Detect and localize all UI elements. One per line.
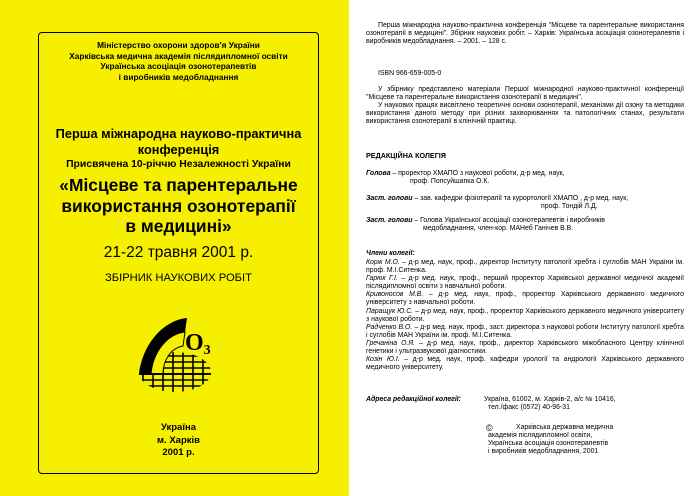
member-name: Радченко В.О. bbox=[366, 323, 413, 331]
board-title: РЕДАКЦІЙНА КОЛЕГІЯ bbox=[366, 151, 446, 160]
imprint-year: 2001 р. bbox=[162, 447, 195, 458]
imprint-city: м. Харків bbox=[157, 434, 200, 446]
member-text: – д-р мед. наук, проф. кафедри урології та андрології Харківського державного медичного університету. bbox=[366, 356, 684, 372]
description-para2: У наукових працях висвітлено теоретичні основи озонотерапії, механізми дії озону та методики використання даного методу при різних захворюваннях та патологічних станах, результати використання озонотерапії в клінічній практиці. bbox=[366, 102, 684, 126]
dedication: Присвячена 10-річчю Незалежності України bbox=[66, 159, 291, 170]
board-head bbox=[366, 170, 684, 186]
head-name: проф. Попсуйшапка О.К. bbox=[410, 178, 490, 186]
copyright-line2: академія післядипломної освіти, bbox=[488, 432, 593, 440]
member-text: – д-р мед. наук, проф., директор Інституту патології хребта і суглобів МАН України ім. проф. М.І.Ситенка. bbox=[366, 259, 684, 275]
member-item bbox=[366, 340, 684, 356]
org-association: Українська асоціація озонотерапевтів bbox=[100, 61, 257, 72]
member-name: Кривоносов М.В. bbox=[366, 291, 424, 299]
org-academy: Харківська медична академія післядипломної освіти bbox=[69, 50, 288, 61]
deputy2-label: Заст. голови bbox=[366, 217, 413, 224]
cover-imprint bbox=[38, 422, 319, 460]
logo-o3-text: O3 bbox=[185, 330, 211, 358]
deputy2-name: медобладнання, член-кор. МАНеб Ганічев В.В. bbox=[423, 225, 574, 233]
copyright-line3: Українська асоціація озонотерапевтів bbox=[488, 440, 609, 448]
member-item bbox=[366, 324, 684, 340]
conference-date: 21-22 травня 2001 р. bbox=[103, 244, 254, 261]
member-item bbox=[366, 275, 684, 291]
collection-label: ЗБІРНИК НАУКОВИХ РОБІТ bbox=[105, 272, 252, 284]
copyright-block bbox=[366, 424, 684, 456]
member-text: – д-р мед. наук, проф., заст. директора з наукової роботи Інституту патології хребта і суглобів МАН України ім. проф. М.І.Ситенка. bbox=[366, 323, 684, 339]
imprint-country: Україна bbox=[160, 422, 197, 433]
member-item bbox=[366, 259, 684, 275]
isbn: ISBN 966-659-005-0 bbox=[378, 70, 442, 77]
title-line1: «Місцеве та парентеральне bbox=[59, 175, 298, 195]
member-item bbox=[366, 291, 684, 307]
members-title: Члени колегії: bbox=[366, 250, 415, 257]
board-deputy2 bbox=[366, 217, 684, 233]
member-name: Паращук Ю.С. bbox=[366, 307, 414, 315]
cover-title bbox=[38, 175, 319, 237]
conference-line2: конференція bbox=[137, 142, 220, 157]
address-label: Адреса редакційної колегії: bbox=[366, 396, 461, 403]
member-text: – д-р мед. наук, проф., проректор Харківського державного медичного університету з наукової роботи. bbox=[366, 307, 684, 323]
member-name: Гречаніна О.Я. bbox=[366, 339, 415, 347]
member-text: – д-р мед. наук, проф., проректор Харківського державного медичного університету з навчальної роботи. bbox=[366, 291, 684, 307]
copyright-line4: і виробників медобладнання, 2001 bbox=[488, 448, 599, 456]
member-text: – д-р мед. наук, проф., директор Харківського міжобласного Центру клінічної генетики і ультразвукової діагностики. bbox=[366, 339, 684, 356]
address-line1: Україна, 61002, м. Харків-2, а/с № 10416, bbox=[484, 396, 616, 403]
deputy2-text: – Голова Української асоціації озонотерапевтів і виробників bbox=[412, 217, 605, 224]
cover-organizations bbox=[38, 40, 319, 82]
members-list bbox=[366, 259, 684, 372]
member-item bbox=[366, 308, 684, 324]
member-name: Козін Ю.І. bbox=[366, 356, 400, 364]
member-text: – д-р мед. наук, проф., перший проректор Харківської державної медичної академії післядипломної освіти з навчальної роботи. bbox=[366, 275, 684, 291]
member-name: Гарюк Г.І. bbox=[366, 275, 398, 283]
member-name: Корж М.О. bbox=[366, 259, 400, 266]
editorial-address bbox=[366, 396, 684, 412]
ozone-logo bbox=[125, 312, 235, 417]
member-item bbox=[366, 356, 684, 372]
conference-heading bbox=[38, 126, 319, 171]
conference-line1: Перша міжнародна науково-практична bbox=[55, 126, 302, 141]
deputy1-text: – зав. кафедри фізіотерапії та курортології ХМАПО , д-р мед. наук, bbox=[412, 195, 629, 202]
deputy1-name: проф. Тондій Л.Д. bbox=[541, 203, 598, 211]
title-line3: в медицині» bbox=[125, 216, 232, 236]
title-line2: використання озонотерапії bbox=[61, 195, 296, 216]
deputy1-label: Заст. голови bbox=[366, 195, 413, 202]
bibliographic-description: Перша міжнародна науково-практична конференція "Місцеве та парентеральне використання озонотерапії в медицині". Збірник наукових робіт. – Харків: Українська асоціація озонотерапевтів і виробників медобладнання. – 2001. – 128 с. bbox=[366, 22, 684, 46]
org-ministry: Міністерство охорони здоров'я України bbox=[97, 40, 260, 50]
description-para1: У збірнику представлено матеріали Першої міжнародної науково-практичної конференції "Місцеве та парентеральне використання озонотерапії в медицині". bbox=[366, 86, 684, 102]
head-text: – проректор ХМАПО з наукової роботи, д-р мед. наук, bbox=[390, 170, 565, 177]
board-deputy1 bbox=[366, 195, 684, 211]
org-association-line2: і виробників медобладнання bbox=[118, 71, 239, 82]
head-label: Голова bbox=[366, 170, 391, 177]
copyright-line1: Харківська державна медична bbox=[516, 424, 614, 431]
copyright-symbol: © bbox=[486, 423, 493, 433]
address-line2: тел./факс (0572) 40-96-31 bbox=[488, 404, 570, 412]
